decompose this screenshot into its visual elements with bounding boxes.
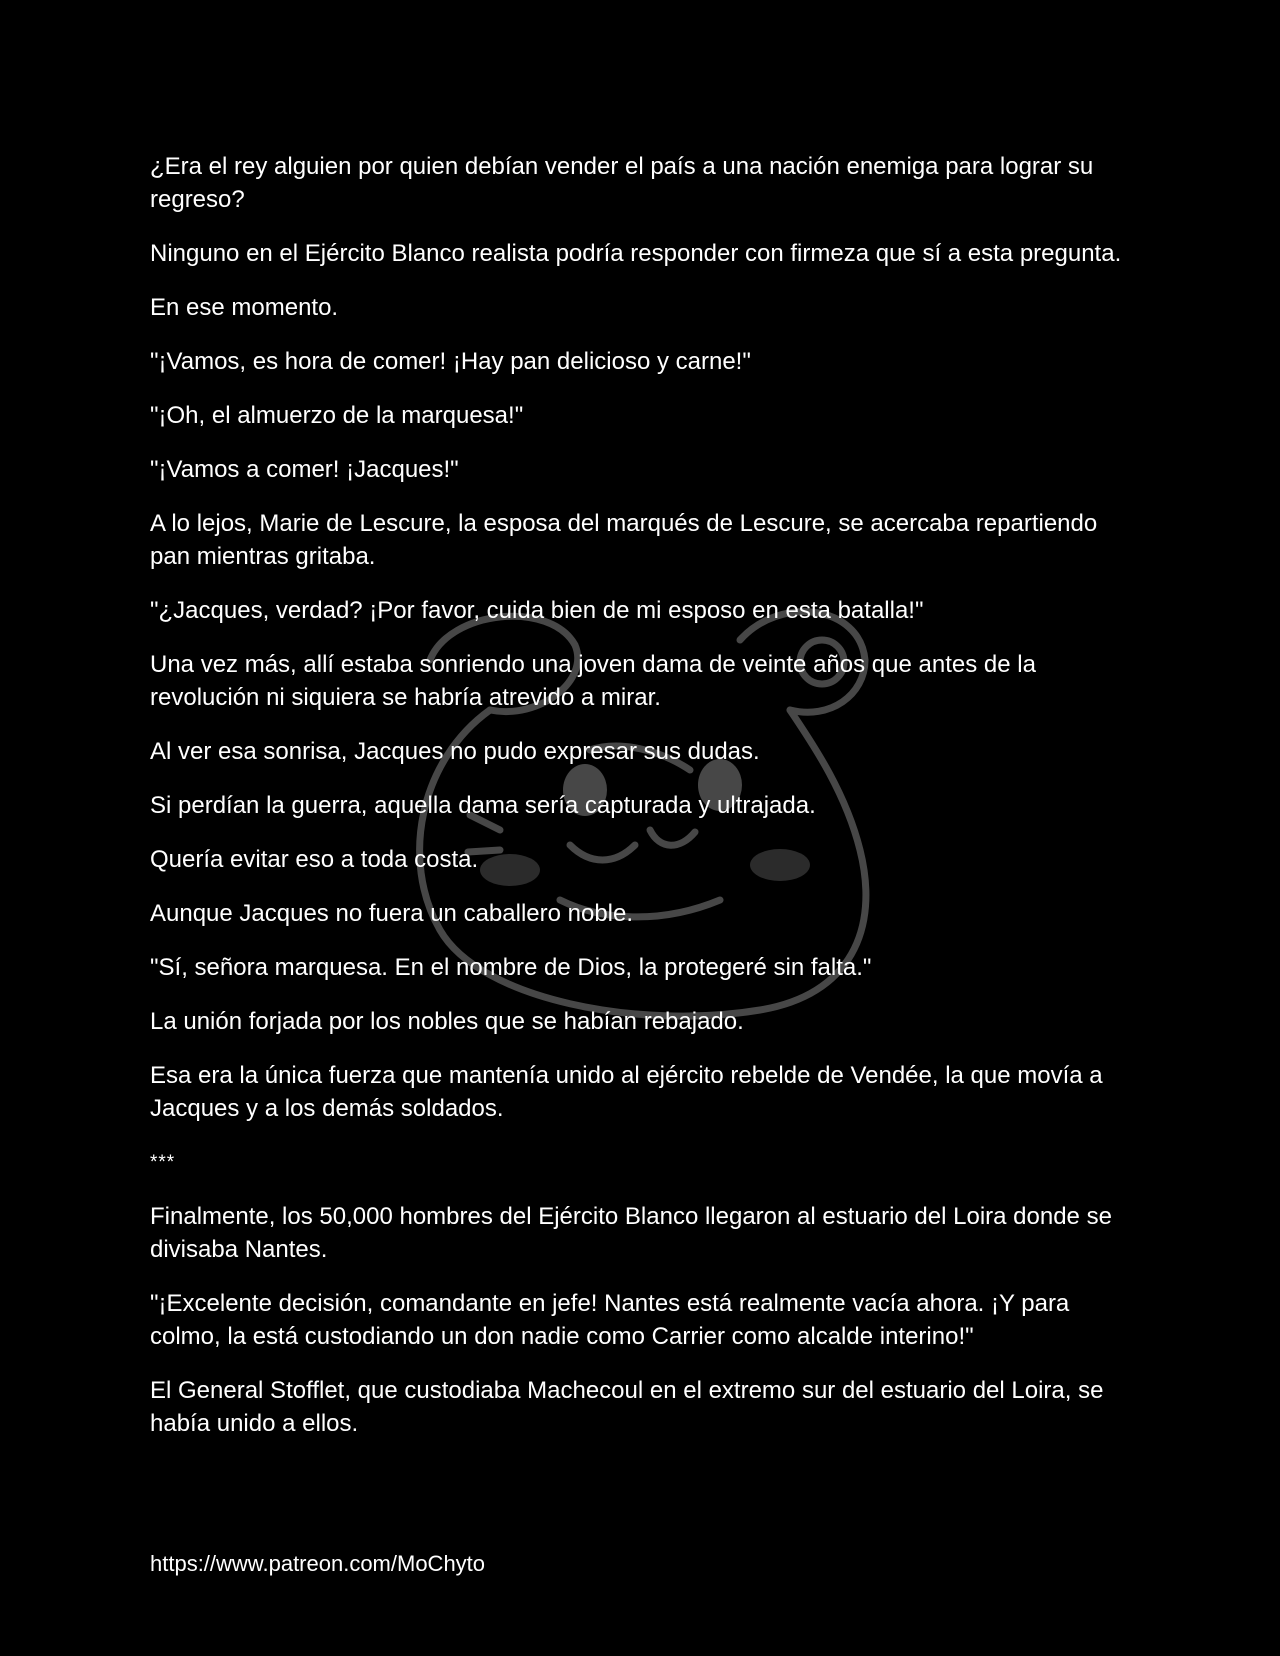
chapter-body <box>150 150 1140 1461</box>
paragraph: Aunque Jacques no fuera un caballero noble. <box>150 900 634 927</box>
paragraph: Esa era la única fuerza que mantenía unido al ejército rebelde de Vendée, la que movía a Jacques y a los demás soldados. <box>150 1062 1103 1122</box>
section-separator: *** <box>150 1152 176 1173</box>
paragraph: "¡Vamos a comer! ¡Jacques!" <box>150 456 459 483</box>
paragraph: "¡Excelente decisión, comandante en jefe! Nantes está realmente vacía ahora. ¡Y para colmo, la está custodiando un don nadie como Carrier como alcalde interino!" <box>150 1290 1070 1350</box>
paragraph: Una vez más, allí estaba sonriendo una joven dama de veinte años que antes de la revolución ni siquiera se habría atrevido a mirar. <box>150 651 1036 711</box>
paragraph: A lo lejos, Marie de Lescure, la esposa del marqués de Lescure, se acercaba repartiendo pan mientras gritaba. <box>150 510 1098 570</box>
paragraph: "Sí, señora marquesa. En el nombre de Dios, la protegeré sin falta." <box>150 954 872 981</box>
paragraph: Ninguno en el Ejército Blanco realista podría responder con firmeza que sí a esta pregunta. <box>150 240 1122 267</box>
paragraph: "¡Vamos, es hora de comer! ¡Hay pan delicioso y carne!" <box>150 348 751 375</box>
paragraph: ¿Era el rey alguien por quien debían vender el país a una nación enemiga para lograr su regreso? <box>150 153 1094 213</box>
paragraph: Al ver esa sonrisa, Jacques no pudo expresar sus dudas. <box>150 738 760 765</box>
patreon-link[interactable]: https://www.patreon.com/MoChyto <box>150 1551 486 1576</box>
paragraph: Finalmente, los 50,000 hombres del Ejército Blanco llegaron al estuario del Loira donde se divisaba Nantes. <box>150 1203 1112 1263</box>
paragraph: La unión forjada por los nobles que se habían rebajado. <box>150 1008 744 1035</box>
paragraph: Quería evitar eso a toda costa. <box>150 846 479 873</box>
paragraph: El General Stofflet, que custodiaba Machecoul en el extremo sur del estuario del Loira, se había unido a ellos. <box>150 1377 1104 1437</box>
paragraph: "¿Jacques, verdad? ¡Por favor, cuida bien de mi esposo en esta batalla!" <box>150 597 924 624</box>
paragraph: Si perdían la guerra, aquella dama sería capturada y ultrajada. <box>150 792 816 819</box>
paragraph: "¡Oh, el almuerzo de la marquesa!" <box>150 402 524 429</box>
paragraph: En ese momento. <box>150 294 339 321</box>
